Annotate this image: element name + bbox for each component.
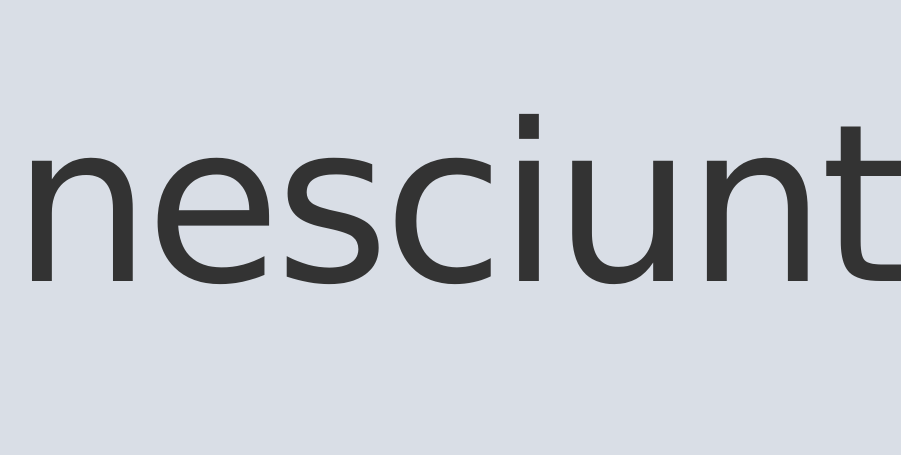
large-word: nesciunt <box>12 77 901 333</box>
